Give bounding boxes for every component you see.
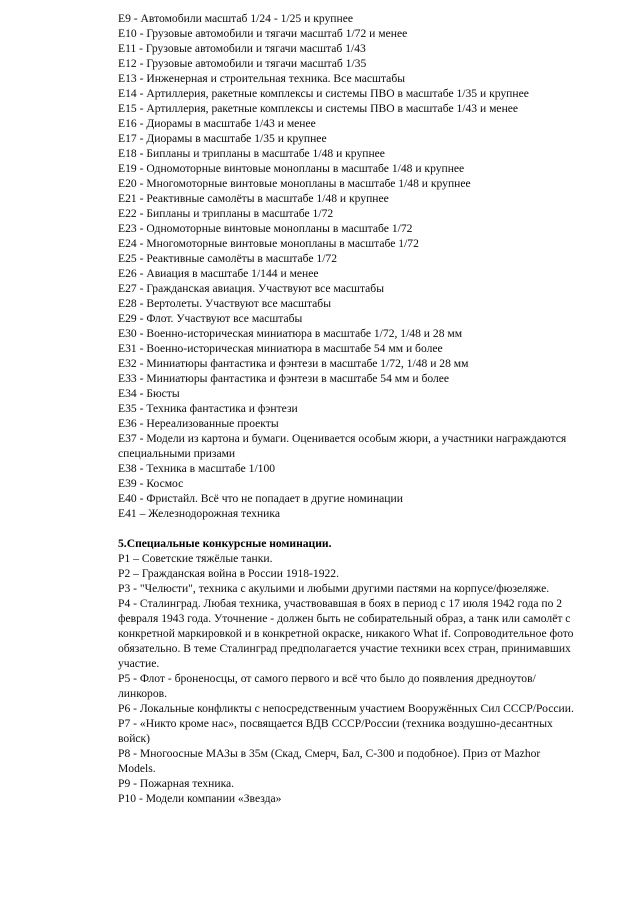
list-item: E23 - Одномоторные винтовые монопланы в масштабе 1/72 bbox=[118, 222, 413, 235]
list-item: P4 - Сталинград. Любая техника, участвовавшая в боях в период с 17 июля 1942 года по 2 февраля 1943 года. Уточнение - должен быть не собирательный образ, а танк или самолёт с конкретной маркировкой и в конкретной окраске, никакого What if. Сопроводительное фото обязательно. В теме Сталинград предполагается участие техники всех стран, принимавших участие. bbox=[118, 597, 574, 670]
list-item: P8 - Многоосные МАЗы в 35м (Скад, Смерч, Бал, С-300 и подобное). Приз от Mazhor Models. bbox=[118, 747, 541, 775]
list-item: E28 - Вертолеты. Участвуют все масштабы bbox=[118, 297, 332, 310]
list-item: E13 - Инженерная и строительная техника. Все масштабы bbox=[118, 72, 406, 85]
list-item: E26 - Авиация в масштабе 1/144 и менее bbox=[118, 267, 319, 280]
nominations-e-list bbox=[118, 11, 580, 521]
list-item: E21 - Реактивные самолёты в масштабе 1/48 и крупнее bbox=[118, 192, 389, 205]
special-nominations-list bbox=[118, 551, 580, 806]
list-item: E38 - Техника в масштабе 1/100 bbox=[118, 462, 276, 475]
list-item: E20 - Многомоторные винтовые монопланы в масштабе 1/48 и крупнее bbox=[118, 177, 471, 190]
list-item: E37 - Модели из картона и бумаги. Оценивается особым жюри, а участники награждаются специальными призами bbox=[118, 432, 570, 460]
list-item: E32 - Миниатюры фантастика и фэнтези в масштабе 1/72, 1/48 и 28 мм bbox=[118, 357, 469, 370]
list-item: E14 - Артиллерия, ракетные комплексы и системы ПВО в масштабе 1/35 и крупнее bbox=[118, 87, 529, 100]
list-item: E33 - Миниатюры фантастика и фэнтези в масштабе 54 мм и более bbox=[118, 372, 450, 385]
list-item: E25 - Реактивные самолёты в масштабе 1/72 bbox=[118, 252, 338, 265]
list-item: E18 - Бипланы и трипланы в масштабе 1/48 и крупнее bbox=[118, 147, 385, 160]
document-content bbox=[118, 11, 580, 806]
list-item: E15 - Артиллерия, ракетные комплексы и системы ПВО в масштабе 1/43 и менее bbox=[118, 102, 519, 115]
list-item: E24 - Многомоторные винтовые монопланы в масштабе 1/72 bbox=[118, 237, 419, 250]
list-item: E31 - Военно-историческая миниатюра в масштабе 54 мм и более bbox=[118, 342, 443, 355]
list-item: P3 - "Челюсти", техника с акульими и любыми другими пастями на корпусе/фюзеляже. bbox=[118, 582, 550, 595]
list-item: E17 - Диорамы в масштабе 1/35 и крупнее bbox=[118, 132, 327, 145]
list-item: E41 – Железнодорожная техника bbox=[118, 507, 280, 520]
list-item: P10 - Модели компании «Звезда» bbox=[118, 792, 282, 805]
list-item: E22 - Бипланы и трипланы в масштабе 1/72 bbox=[118, 207, 334, 220]
list-item: E29 - Флот. Участвуют все масштабы bbox=[118, 312, 303, 325]
list-item: E39 - Космос bbox=[118, 477, 184, 490]
list-item: E40 - Фристайл. Всё что не попадает в другие номинации bbox=[118, 492, 403, 505]
list-item: E30 - Военно-историческая миниатюра в масштабе 1/72, 1/48 и 28 мм bbox=[118, 327, 463, 340]
list-item: E27 - Гражданская авиация. Участвуют все масштабы bbox=[118, 282, 384, 295]
list-item: E16 - Диорамы в масштабе 1/43 и менее bbox=[118, 117, 316, 130]
list-item: E34 - Бюсты bbox=[118, 387, 180, 400]
list-item: E35 - Техника фантастика и фэнтези bbox=[118, 402, 298, 415]
list-item: E12 - Грузовые автомобили и тягачи масштаб 1/35 bbox=[118, 57, 367, 70]
section-spacer bbox=[118, 521, 580, 536]
special-section-heading: 5.Специальные конкурсные номинации. bbox=[118, 537, 332, 550]
list-item: P6 - Локальные конфликты с непосредственным участием Вооружённых Сил СССР/России. bbox=[118, 702, 574, 715]
list-item: E36 - Нереализованные проекты bbox=[118, 417, 279, 430]
list-item: P7 - «Никто кроме нас», посвящается ВДВ СССР/России (техника воздушно-десантных войск) bbox=[118, 717, 553, 745]
list-item: E11 - Грузовые автомобили и тягачи масштаб 1/43 bbox=[118, 42, 366, 55]
list-item: P5 - Флот - броненосцы, от самого первого и всё что было до появления дредноутов/линкоров. bbox=[118, 672, 536, 700]
list-item: E10 - Грузовые автомобили и тягачи масштаб 1/72 и менее bbox=[118, 27, 408, 40]
list-item: P9 - Пожарная техника. bbox=[118, 777, 235, 790]
list-item: E9 - Автомобили масштаб 1/24 - 1/25 и крупнее bbox=[118, 12, 353, 25]
list-item: P2 – Гражданская война в России 1918-1922. bbox=[118, 567, 339, 580]
list-item: P1 – Советские тяжёлые танки. bbox=[118, 552, 273, 565]
list-item: E19 - Одномоторные винтовые монопланы в масштабе 1/48 и крупнее bbox=[118, 162, 465, 175]
